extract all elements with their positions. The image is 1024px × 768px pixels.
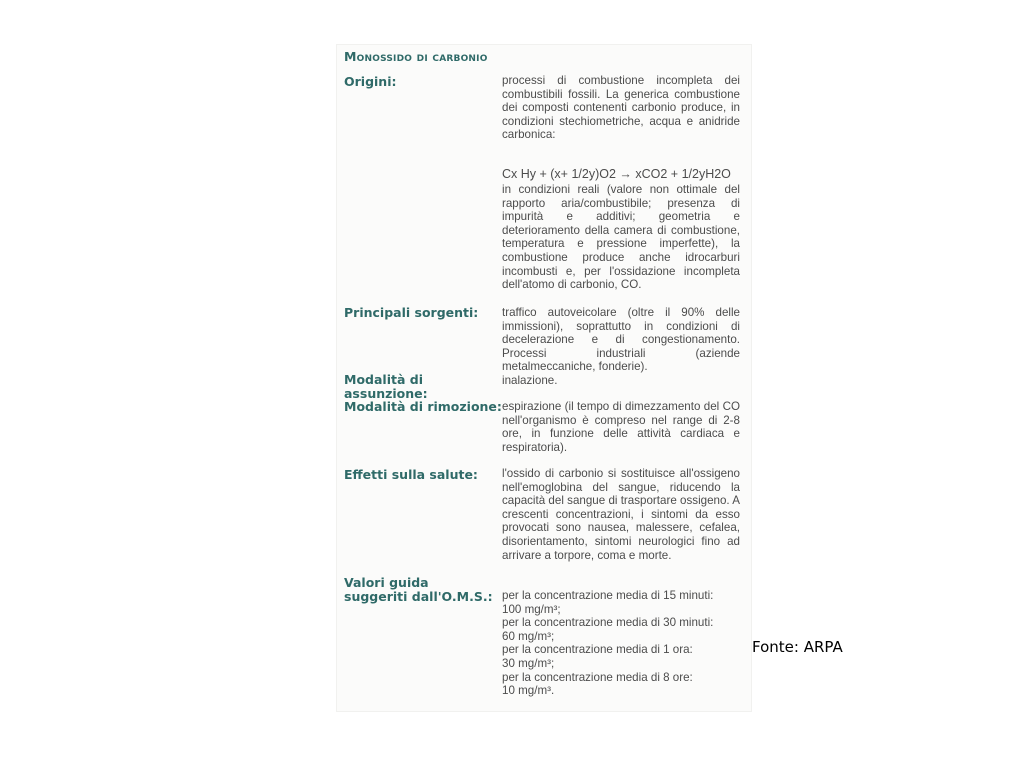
text-principali-sorgenti: traffico autoveicolare (oltre il 90% delle immissioni), soprattutto in condizioni di decelerazione e di congestionamento. Processi industriali (aziende metalmeccaniche, fonderie). bbox=[502, 306, 740, 374]
label-principali-sorgenti: Principali sorgenti: bbox=[344, 305, 479, 320]
text-condizioni-reali: in condizioni reali (valore non ottimale del rapporto aria/combustibile; presenza di impurità e additivi; geometria e deterioramento della camera di combustione, temperatura e pressione imperfette), la combustione produce anche idrocarburi incombusti e, per l'ossidazione incompleta dell'atomo di carbonio, CO. bbox=[502, 183, 740, 292]
document-title: Monossido di carbonio bbox=[344, 49, 488, 64]
text-origini: processi di combustione incompleta dei combustibili fossili. La generica combustione dei composti contenenti carbonio produce, in condizioni stechiometriche, acqua e anidride carbonica: bbox=[502, 74, 740, 142]
scanned-document bbox=[336, 44, 752, 712]
text-effetti-salute: l'ossido di carbonio si sostituisce all'ossigeno nell'emoglobina del sangue, riducendo la capacità del sangue di trasportare ossigeno. A crescenti concentrazioni, i sintomi da esso provocati sono nausea, malessere, cefalea, disorientamento, sintomi neurologici fino ad arrivare a torpore, coma e morte. bbox=[502, 467, 740, 562]
text-modalita-rimozione: espirazione (il tempo di dimezzamento del CO nell'organismo è compreso nel range di 2-8 ore, in funzione delle attività cardiaca e respiratoria). bbox=[502, 400, 740, 454]
label-origini: Origini: bbox=[344, 74, 397, 89]
source-note: Fonte: ARPA bbox=[752, 638, 843, 656]
text-modalita-assunzione: inalazione. bbox=[502, 374, 558, 387]
combustion-formula bbox=[502, 154, 740, 181]
label-effetti-salute: Effetti sulla salute: bbox=[344, 467, 478, 482]
text-valori-guida: per la concentrazione media di 15 minuti: 100 mg/m³; per la concentrazione media di 30 minuti: 60 mg/m³; per la concentrazione media di 1 ora: 30 mg/m³; per la concentrazione media di 8 ore: 10 mg/m³. bbox=[502, 589, 714, 698]
formula-text: Cx Hy + (x+ 1/2y)O2 → xCO2 + 1/2yH2O bbox=[502, 166, 731, 181]
label-modalita-rimozione: Modalità di rimozione: bbox=[344, 399, 502, 414]
label-modalita-assunzione: Modalità di assunzione: bbox=[344, 372, 428, 401]
label-valori-guida: Valori guida suggeriti dall'O.M.S.: bbox=[344, 575, 493, 604]
